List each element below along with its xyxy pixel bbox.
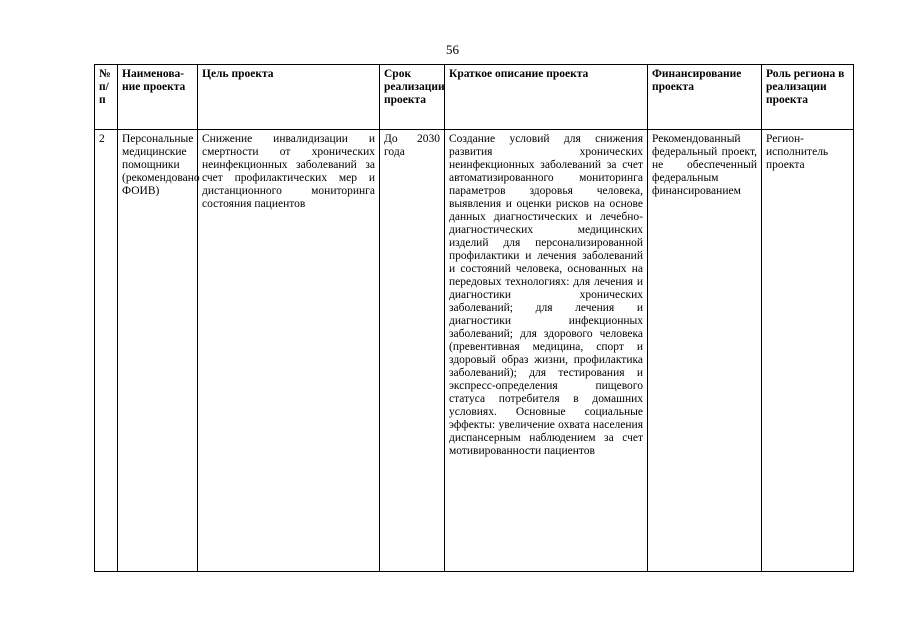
header-goal: Цель проекта <box>198 65 380 130</box>
header-name: Наименова-ние проекта <box>118 65 198 130</box>
page-number: 56 <box>446 42 459 57</box>
cell-description: Создание условий для снижения развития хронических неинфекционных заболеваний за счет автоматизированного мониторинга параметров здоровья человека, выявления и оценки рисков на основе данных диагностических и лечебно-диагностических медицинских изделий для персонализированной профилактики и лечения заболеваний и состояний человека, основанных на передовых технологиях: для лечения и диагностики хронических заболеваний; для лечения и диагностики инфекционных заболеваний; для здорового человека (превентивная медицина, спорт и здоровый образ жизни, профилактика заболеваний); для тестирования и экспресс-определения пищевого статуса потребителя в домашних условиях. Основные социальные эффекты: увеличение охвата населения диспансерным наблюдением за счет мотивированности пациентов <box>445 130 648 572</box>
header-number: № п/п <box>95 65 118 130</box>
header-term: Срок реализации проекта <box>380 65 445 130</box>
table-header-row <box>95 65 854 130</box>
header-financing: Финансирование проекта <box>648 65 762 130</box>
header-description: Краткое описание проекта <box>445 65 648 130</box>
header-role: Роль региона в реализации проекта <box>762 65 854 130</box>
cell-financing: Рекомендованный федеральный проект, не обеспеченный федеральным финансированием <box>648 130 762 572</box>
cell-goal: Снижение инвалидизации и смертности от хронических неинфекционных заболеваний за счет профилактических мер и дистанционного мониторинга состояния пациентов <box>198 130 380 572</box>
cell-number: 2 <box>95 130 118 572</box>
cell-role: Регион-исполнитель проекта <box>762 130 854 572</box>
cell-name: Персональные медицинские помощники (рекомендовано ФОИВ) <box>118 130 198 572</box>
projects-table <box>94 64 854 572</box>
table-row <box>95 130 854 572</box>
cell-term: До 2030 года <box>380 130 445 572</box>
